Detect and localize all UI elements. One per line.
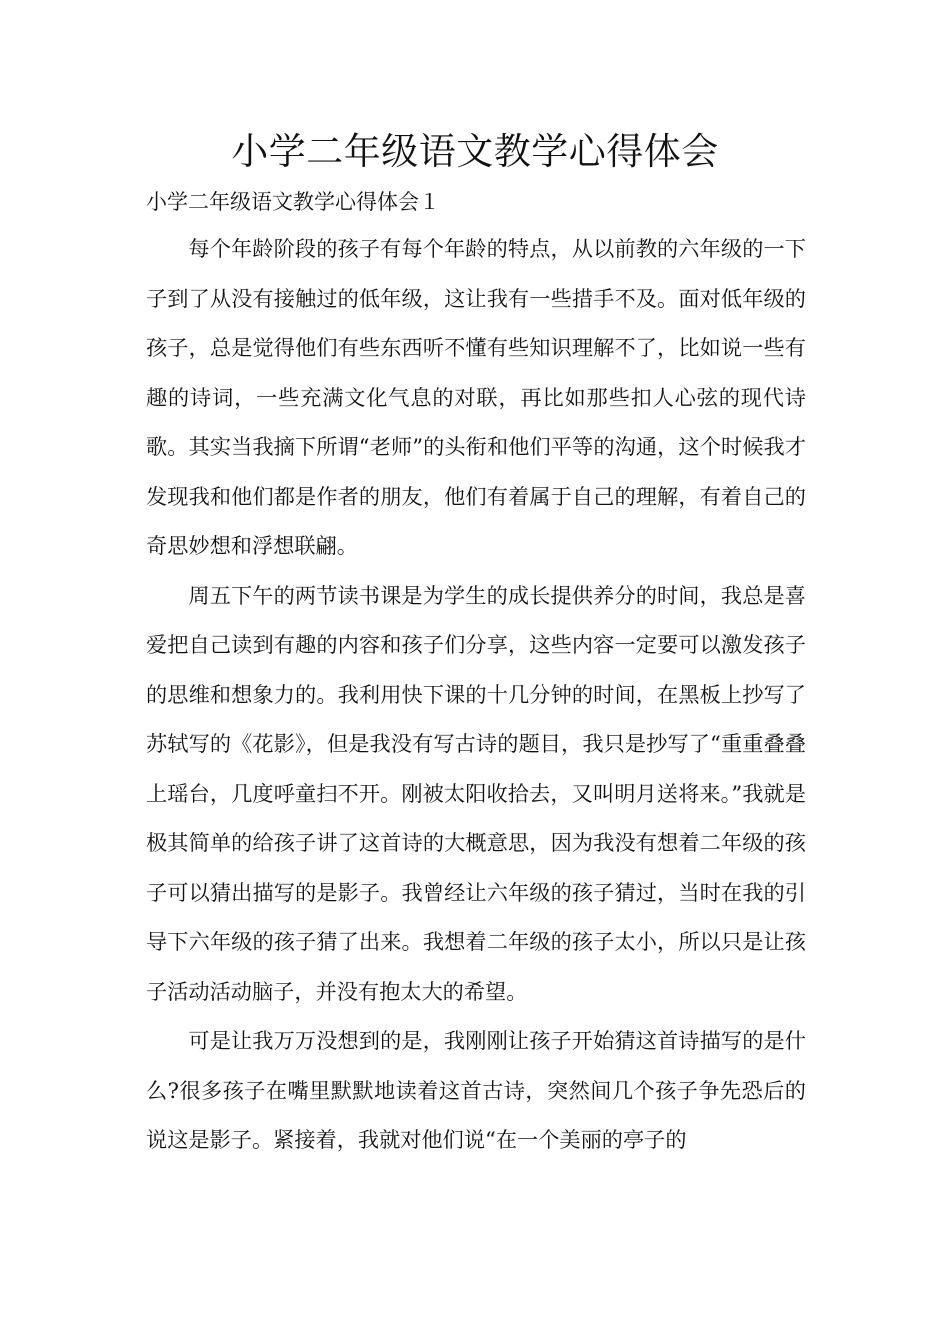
section-heading: 小学二年级语文教学心得体会１ — [146, 190, 440, 214]
paragraph-3: 可是让我万万没想到的是，我刚刚让孩子开始猜这首诗描写的是什么?很多孩子在嘴里默默地读着这首古诗，突然间几个孩子争先恐后的说这是影子。紧接着，我就对他们说“在一个美丽的亭子的 — [146, 1028, 806, 1152]
paragraph-1: 每个年龄阶段的孩子有每个年龄的特点，从以前教的六年级的一下子到了从没有接触过的低年级，这让我有一些措手不及。面对低年级的孩子，总是觉得他们有些东西听不懂有些知识理解不了，比如说一些有趣的诗词，一些充满文化气息的对联，再比如那些扣人心弦的现代诗歌。其实当我摘下所谓“老师”的头衔和他们平等的沟通，这个时候我才发现我和他们都是作者的朋友，他们有着属于自己的理解，有着自己的奇思妙想和浮想联翩。 — [146, 236, 806, 558]
document-body — [146, 224, 806, 1165]
document-title: 小学二年级语文教学心得体会 — [231, 130, 719, 173]
paragraph-2: 周五下午的两节读书课是为学生的成长提供养分的时间，我总是喜爱把自己读到有趣的内容和孩子们分享，这些内容一定要可以激发孩子的思维和想象力的。我利用快下课的十几分钟的时间，在黑板上抄写了苏轼写的《花影》，但是我没有写古诗的题目，我只是抄写了“重重叠叠上瑶台，几度呼童扫不开。刚被太阳收拾去，又叫明月送将来。”我就是极其简单的给孩子讲了这首诗的大概意思，因为我没有想着二年级的孩子可以猜出描写的是影子。我曾经让六年级的孩子猜过，当时在我的引导下六年级的孩子猜了出来。我想着二年级的孩子太小，所以只是让孩子活动活动脑子，并没有抱太大的希望。 — [146, 582, 806, 1004]
